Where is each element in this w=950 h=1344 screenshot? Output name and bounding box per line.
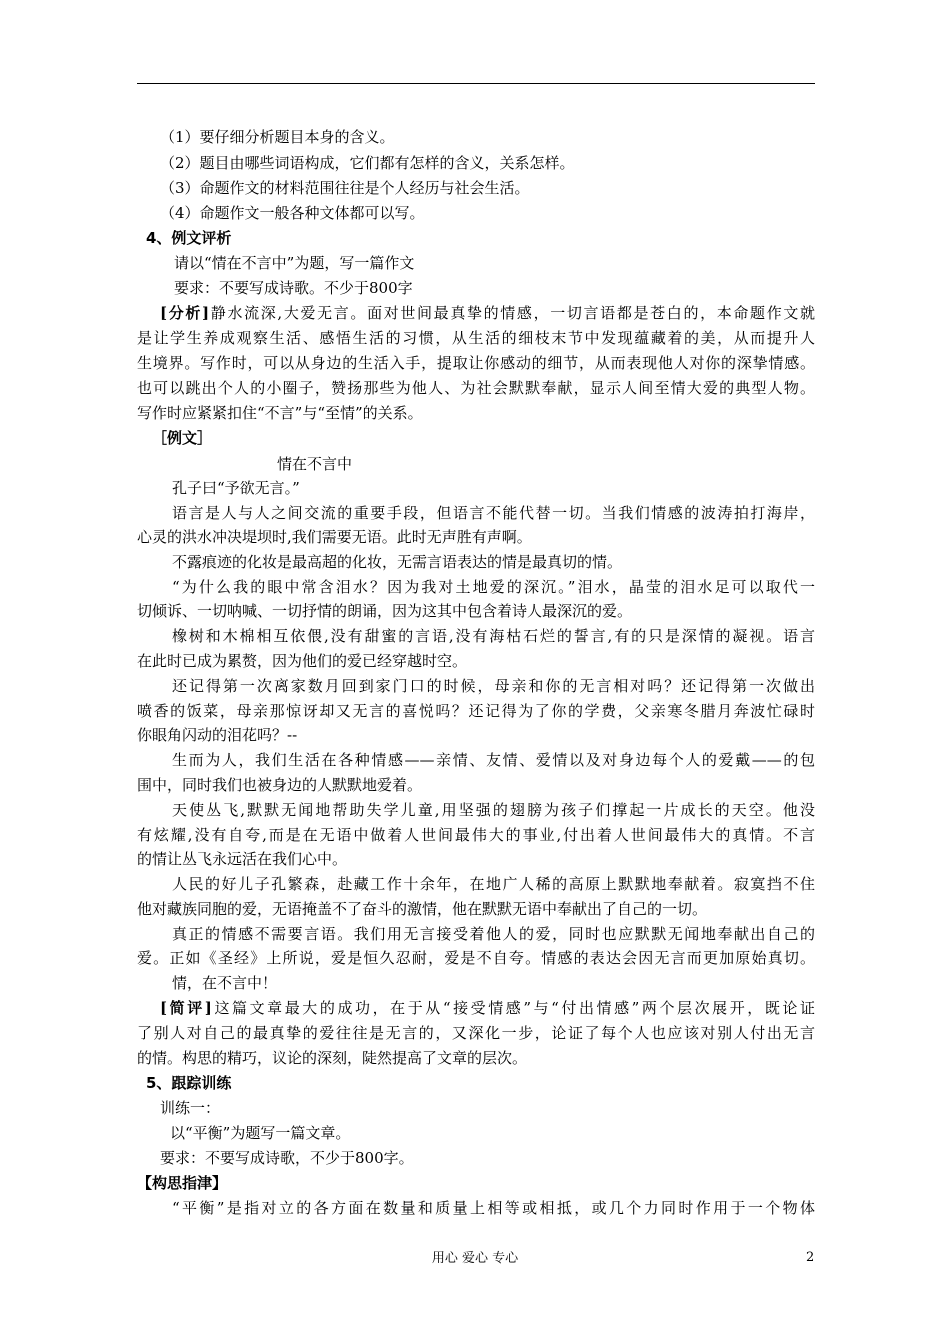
essay-line: 爱。正如《圣经》上所说，爱是恒久忍耐，爱是不自夸。情感的表达会因无言而更加原始真切。 [137, 949, 815, 967]
essay-line: 还记得第一次离家数月回到家门口的时候，母亲和你的无言相对吗？还记得第一次做出 [172, 677, 815, 695]
essay-title: 情在不言中 [277, 455, 353, 473]
exercise-label: 训练一： [160, 1099, 221, 1117]
analysis-tag: [分析] [160, 304, 210, 322]
review-tag: [简评] [160, 999, 212, 1017]
item-4: （4）命题作文一般各种文体都可以写。 [160, 204, 425, 222]
essay-requirement: 要求：不要写成诗歌。不少于800字 [174, 279, 413, 297]
example-tag: ［例文］ [152, 429, 213, 447]
essay-line: 语言是人与人之间交流的重要手段，但语言不能代替一切。当我们情感的波涛拍打海岸， [172, 504, 815, 522]
review-line-2: 了别人对自己的最真挚的爱往往是无言的，又深化一步，论证了每个人也应该对别人付出无言 [137, 1024, 815, 1042]
exercise-prompt: 以“平衡”为题写一篇文章。 [170, 1124, 351, 1142]
essay-prompt: 请以“情在不言中”为题，写一篇作文 [174, 254, 415, 272]
essay-line: 人民的好儿子孔繁森，赴藏工作十余年，在地广人稀的高原上默默地奉献着。寂寞挡不住 [172, 875, 815, 893]
essay-line: 真正的情感不需要言语。我们用无言接受着他人的爱，同时也应默默无闻地奉献出自己的 [172, 925, 815, 943]
essay-line: 心灵的洪水冲决堤坝时,我们需要无语。此时无声胜有声啊。 [137, 528, 532, 546]
essay-line: 喷香的饭菜，母亲那惊讶却又无言的喜悦吗？还记得为了你的学费，父亲寒冬腊月奔波忙碌时 [137, 702, 815, 720]
analysis-line-5: 写作时应紧紧扣住“不言”与“至情”的关系。 [137, 404, 423, 422]
essay-line: 围中，同时我们也被身边的人默默地爱着。 [137, 776, 423, 794]
guide-line-1: “平衡”是指对立的各方面在数量和质量上相等或相抵，或几个力同时作用于一个物体 [172, 1199, 815, 1217]
analysis-text: 静水流深,大爱无言。面对世间最真挚的情感，一切言语都是苍白的，本命题作文就 [209, 304, 815, 322]
essay-line: 的情让丛飞永远活在我们心中。 [137, 850, 348, 868]
essay-line: 不露痕迹的化妆是最高超的化妆，无需言语表达的情是最真切的情。 [172, 553, 623, 571]
essay-line: 你眼角闪动的泪花吗？-- [137, 726, 298, 744]
essay-line: 天使丛飞,默默无闻地帮助失学儿童,用坚强的翅膀为孩子们撑起一片成长的天空。他没 [172, 801, 815, 819]
footer-motto: 用心 爱心 专心 [431, 1251, 519, 1266]
review-text: 这篇文章最大的成功，在于从“接受情感”与“付出情感”两个层次展开，既论证 [211, 999, 815, 1017]
section-4-heading: 4、例文评析 [146, 229, 232, 247]
essay-line: 孔子曰“予欲无言。” [172, 479, 300, 497]
header-rule [137, 83, 815, 84]
essay-line: 情，在不言中！ [172, 974, 278, 992]
item-1: （1）要仔细分析题目本身的含义。 [160, 128, 395, 146]
section-5-heading: 5、跟踪训练 [146, 1074, 232, 1092]
guide-tag: 【构思指津】 [137, 1174, 228, 1192]
essay-line: 切倾诉、一切呐喊、一切抒情的朗诵，因为这其中包含着诗人最深沉的爱。 [137, 602, 633, 620]
item-3: （3）命题作文的材料范围往往是个人经历与社会生活。 [160, 179, 530, 197]
analysis-line-2: 是让学生养成观察生活、感悟生活的习惯，从生活的细枝末节中发现蕴藏着的美，从而提升人 [137, 329, 815, 347]
review-line-1 [160, 997, 815, 1019]
essay-line: 他对藏族同胞的爱，无语掩盖不了奋斗的激情，他在默默无语中奉献出了自己的一切。 [137, 900, 708, 918]
essay-line: 在此时已成为累赘，因为他们的爱已经穿越时空。 [137, 652, 468, 670]
essay-line: “为什么我的眼中常含泪水？因为我对土地爱的深沉。”泪水，晶莹的泪水足可以取代一 [172, 578, 815, 596]
exercise-requirement: 要求：不要写成诗歌，不少于800字。 [160, 1149, 414, 1167]
page-number: 2 [806, 1250, 815, 1265]
analysis-line-1 [160, 302, 815, 324]
essay-line: 橡树和木棉相互依偎,没有甜蜜的言语,没有海枯石烂的誓言,有的只是深情的凝视。语言 [172, 627, 815, 645]
essay-line: 生而为人，我们生活在各种情感——亲情、友情、爱情以及对身边每个人的爱戴——的包 [172, 751, 815, 769]
essay-line: 有炫耀,没有自夸,而是在无语中做着人世间最伟大的事业,付出着人世间最伟大的真情。不言 [137, 826, 815, 844]
analysis-line-4: 也可以跳出个人的小圈子，赞扬那些为他人、为社会默默奉献，显示人间至情大爱的典型人物。 [137, 379, 815, 397]
review-line-3: 的情。构思的精巧，议论的深刻，陡然提高了文章的层次。 [137, 1049, 528, 1067]
item-2: （2）题目由哪些词语构成，它们都有怎样的含义，关系怎样。 [160, 154, 575, 172]
analysis-line-3: 生境界。写作时，可以从身边的生活入手，提取让你感动的细节，从而表现他人对你的深挚情感。 [137, 354, 815, 372]
